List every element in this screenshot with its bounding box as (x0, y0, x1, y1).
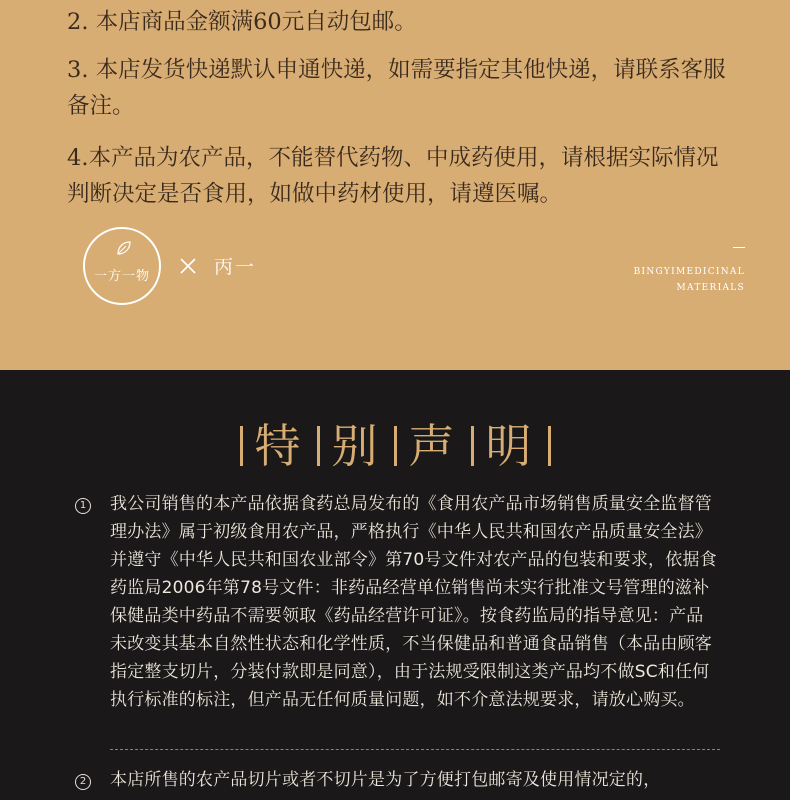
brand-logo (83, 227, 161, 305)
logo-text: 一方一物 (93, 269, 150, 284)
notes-section (0, 0, 790, 370)
title-char: 特 (254, 419, 305, 473)
leaf-icon (115, 239, 133, 257)
title-char: 声 (408, 419, 459, 473)
brand-english-line1: BINGYIMEDICINAL (633, 267, 745, 277)
item-number-badge: 2 (75, 774, 91, 790)
statement-item-1: 我公司销售的本产品依据食药总局发布的《食用农产品市场销售质量安全监督管理办法》属于初级食用农产品，严格执行《中华人民共和国农产品质量安全法》并遵守《中华人民共和国农业部令》第70号文件对农产品的包装和要求，依据食药监局2006年第78号文件：非药品经营单位销售尚未实行批准文号管理的滋补保健品类中药品不需要领取《药品经营许可证》。按食药监局的指导意见：产品未改变其基本自然性状态和化学性质，不当保健品和普通食品销售（本品由顾客指定整支切片，分装付款即是同意），由于法规受限制这类产品均不做SC和任何执行标准的标注，但产品无任何质量问题，如不介意法规要求，请放心购买。 (110, 494, 717, 710)
brand-english-line2: MATERIALS (676, 283, 745, 293)
item-number-badge: 1 (75, 498, 91, 514)
title-bar (471, 426, 474, 466)
title-char: 别 (331, 419, 382, 473)
note-4: 4.本产品为农产品，不能替代药物、中成药使用，请根据实际情况判断决定是否食用，如做中药材使用，请遵医嘱。 (67, 145, 719, 207)
title-bar (240, 426, 243, 466)
statement-title (0, 410, 790, 476)
title-char: 明 (485, 419, 536, 473)
dashed-divider (110, 749, 720, 750)
cross-icon (178, 256, 198, 276)
note-2: 2. 本店商品金额满60元自动包邮。 (67, 9, 417, 35)
note-3: 3. 本店发货快递默认申通快递，如需要指定其他快递，请联系客服备注。 (67, 57, 726, 119)
brand-english (634, 264, 745, 296)
title-bar (317, 426, 320, 466)
partner-brand: 丙一 (214, 256, 257, 278)
title-bar (394, 426, 397, 466)
brand-divider (733, 247, 745, 248)
statement-item-2: 本店所售的农产品切片或者不切片是为了方便打包邮寄及使用情况定的， (110, 770, 661, 790)
title-bar (548, 426, 551, 466)
